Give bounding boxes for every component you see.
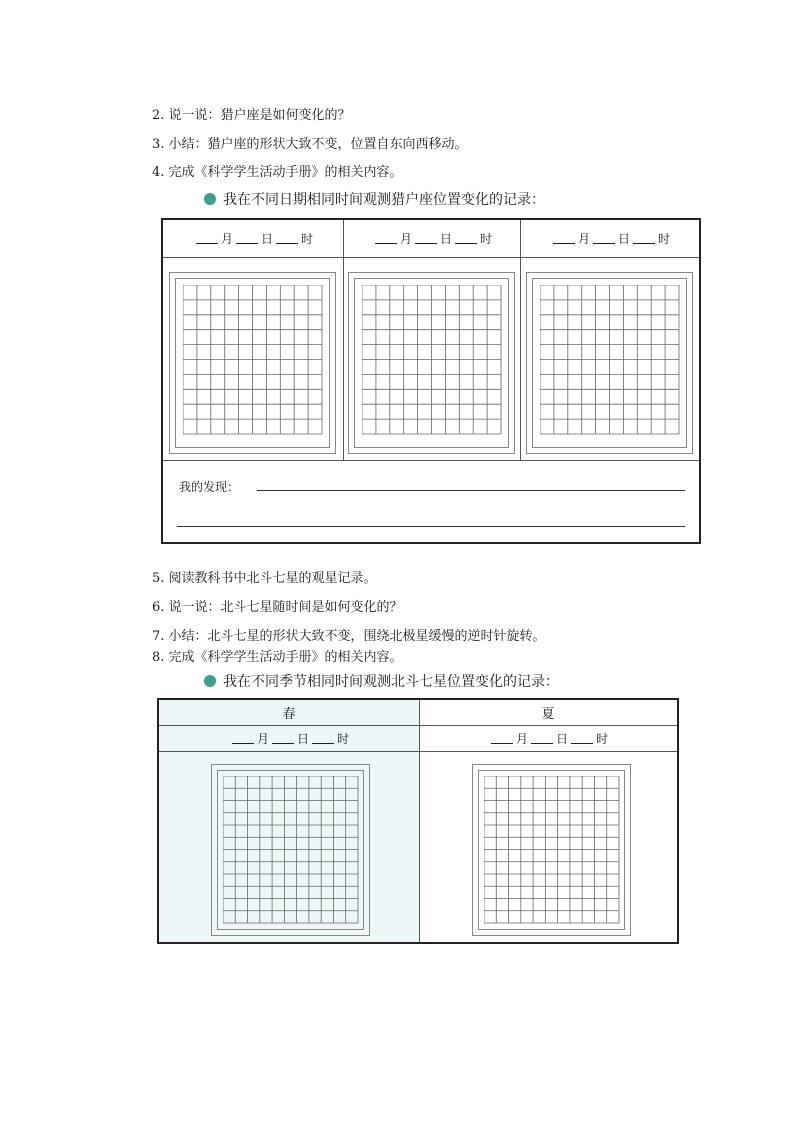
instruction-8: 8. 完成《科学学生活动手册》的相关内容。: [152, 650, 403, 665]
observation-grid: [223, 776, 359, 924]
table2-heading: [204, 671, 559, 691]
grid-panel-2: [348, 272, 515, 454]
big-dipper-record-table: [157, 698, 679, 944]
observation-grid: [484, 776, 620, 924]
table1-heading-text: 我在不同日期相同时间观测猎户座位置变化的记录：: [223, 192, 545, 208]
finding-line-1[interactable]: [257, 490, 685, 491]
date-cell-3: [521, 220, 699, 258]
instruction-2: 2. 说一说：猎户座是如何变化的？: [152, 108, 351, 123]
month-label: 月: [577, 232, 590, 246]
observation-grid: [183, 285, 323, 435]
instruction-3: 3. 小结：猎户座的形状大致不变，位置自东向西移动。: [152, 137, 468, 152]
instruction-7: 7. 小结：北斗七星的形状大致不变，围绕北极星缓慢的逆时针旋转。: [152, 629, 546, 644]
finding-line-2[interactable]: [177, 526, 685, 527]
orion-record-table: [161, 218, 701, 544]
hour-label: 时: [337, 732, 350, 746]
season-summer: 夏: [419, 700, 677, 726]
table2-heading-text: 我在不同季节相同时间观测北斗七星位置变化的记录：: [223, 674, 559, 690]
day-label: 日: [296, 732, 309, 746]
hour-label: 时: [596, 732, 609, 746]
finding-label: 我的发现：: [179, 480, 240, 494]
date-cell-1: [163, 220, 343, 258]
instruction-6: 6. 说一说：北斗七星随时间是如何变化的？: [152, 600, 403, 615]
grid-panel-summer: [472, 764, 631, 936]
observation-grid: [362, 285, 502, 435]
hour-label: 时: [658, 232, 671, 246]
day-label: 日: [260, 232, 273, 246]
instruction-4: 4. 完成《科学学生活动手册》的相关内容。: [152, 165, 403, 180]
instruction-5: 5. 阅读教科书中北斗七星的观星记录。: [152, 571, 377, 586]
grid-panel-3: [526, 272, 693, 454]
bullet-dot-icon: [204, 675, 216, 687]
hour-label: 时: [480, 232, 493, 246]
month-label: 月: [399, 232, 412, 246]
bullet-dot-icon: [204, 193, 216, 205]
day-label: 日: [617, 232, 630, 246]
month-label: 月: [515, 732, 528, 746]
date-cell-2: [343, 220, 521, 258]
grid-panel-1: [169, 272, 336, 454]
hour-label: 时: [301, 232, 314, 246]
grid-panel-spring: [211, 764, 370, 936]
season-spring: 春: [159, 700, 419, 726]
date-cell-spring: [159, 726, 419, 752]
day-label: 日: [439, 232, 452, 246]
table1-heading: [204, 189, 545, 209]
month-label: 月: [256, 732, 269, 746]
observation-grid: [540, 285, 680, 435]
date-cell-summer: [419, 726, 677, 752]
day-label: 日: [555, 732, 568, 746]
month-label: 月: [220, 232, 233, 246]
